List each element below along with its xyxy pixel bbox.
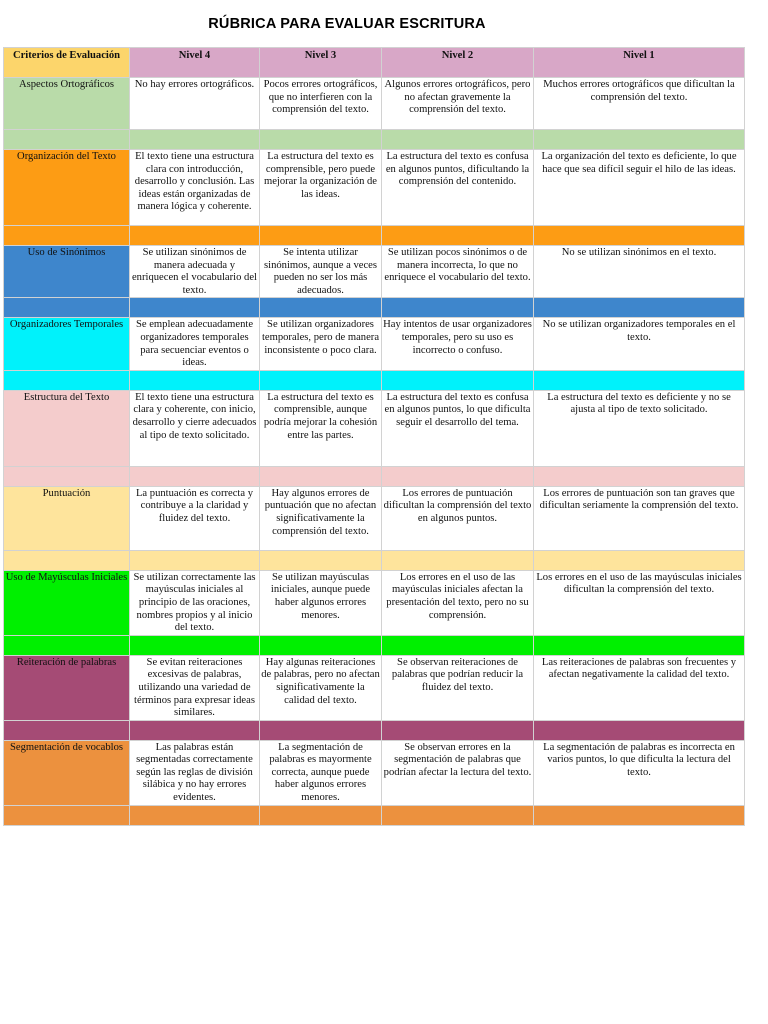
descriptor-cell-nivel1: La organización del texto es deficiente, lo que hace que sea difícil seguir el hilo de las ideas. <box>534 150 745 226</box>
header-nivel-2: Nivel 2 <box>382 48 534 78</box>
color-band-row <box>4 635 745 655</box>
color-band-row <box>4 226 745 246</box>
descriptor-cell-nivel2: La estructura del texto es confusa en algunos puntos, lo que dificulta seguir el desarrollo del tema. <box>382 390 534 466</box>
descriptor-cell-nivel4: Se utilizan sinónimos de manera adecuada y enriquecen el vocabulario del texto. <box>130 246 260 298</box>
color-band-cell <box>382 805 534 825</box>
color-band-cell <box>4 720 130 740</box>
descriptor-cell-nivel2: Los errores en el uso de las mayúsculas iniciales afectan la presentación del texto, pero no su comprensión. <box>382 570 534 635</box>
descriptor-cell-nivel3: Pocos errores ortográficos, que no interfieren con la comprensión del texto. <box>260 78 382 130</box>
color-band-row <box>4 130 745 150</box>
descriptor-cell-nivel4: Se utilizan correctamente las mayúsculas iniciales al principio de las oraciones, nombres propios y al inicio del texto. <box>130 570 260 635</box>
criterio-cell: Puntuación <box>4 486 130 550</box>
color-band-cell <box>382 130 534 150</box>
rubric-row <box>4 486 745 550</box>
criterio-cell: Organizadores Temporales <box>4 318 130 370</box>
descriptor-cell-nivel4: No hay errores ortográficos. <box>130 78 260 130</box>
color-band-cell <box>382 550 534 570</box>
descriptor-cell-nivel3: Hay algunos errores de puntuación que no afectan significativamente la comprensión del texto. <box>260 486 382 550</box>
color-band-row <box>4 466 745 486</box>
color-band-cell <box>4 226 130 246</box>
color-band-cell <box>382 635 534 655</box>
descriptor-cell-nivel4: Se evitan reiteraciones excesivas de palabras, utilizando una variedad de términos para expresar ideas similares. <box>130 655 260 720</box>
criterio-cell: Segmentación de vocablos <box>4 740 130 805</box>
color-band-cell <box>4 370 130 390</box>
rubric-row <box>4 390 745 466</box>
color-band-cell <box>382 720 534 740</box>
rubric-row <box>4 570 745 635</box>
criterio-cell: Uso de Mayúsculas Iniciales <box>4 570 130 635</box>
color-band-cell <box>130 720 260 740</box>
rubric-row <box>4 150 745 226</box>
descriptor-cell-nivel1: La segmentación de palabras es incorrecta en varios puntos, lo que dificulta la lectura del texto. <box>534 740 745 805</box>
descriptor-cell-nivel2: Se observan reiteraciones de palabras que podrían reducir la fluidez del texto. <box>382 655 534 720</box>
color-band-cell <box>130 130 260 150</box>
color-band-cell <box>4 130 130 150</box>
descriptor-cell-nivel3: La estructura del texto es comprensible, pero puede mejorar la organización de las ideas. <box>260 150 382 226</box>
rubric-table <box>3 47 745 826</box>
descriptor-cell-nivel1: Las reiteraciones de palabras son frecuentes y afectan negativamente la calidad del texto. <box>534 655 745 720</box>
color-band-cell <box>534 298 745 318</box>
color-band-cell <box>260 635 382 655</box>
color-band-row <box>4 550 745 570</box>
header-row <box>4 48 745 78</box>
color-band-cell <box>4 550 130 570</box>
color-band-cell <box>260 226 382 246</box>
color-band-cell <box>130 805 260 825</box>
color-band-cell <box>4 635 130 655</box>
descriptor-cell-nivel4: El texto tiene una estructura clara con introducción, desarrollo y conclusión. Las ideas están organizadas de manera lógica y coherente. <box>130 150 260 226</box>
color-band-cell <box>382 466 534 486</box>
rubric-row <box>4 655 745 720</box>
rubric-body <box>4 78 745 826</box>
descriptor-cell-nivel1: Los errores en el uso de las mayúsculas iniciales dificultan la comprensión del texto. <box>534 570 745 635</box>
color-band-cell <box>534 466 745 486</box>
color-band-cell <box>534 720 745 740</box>
color-band-row <box>4 298 745 318</box>
descriptor-cell-nivel1: La estructura del texto es deficiente y no se ajusta al tipo de texto solicitado. <box>534 390 745 466</box>
descriptor-cell-nivel3: Se utilizan organizadores temporales, pero de manera inconsistente o poco clara. <box>260 318 382 370</box>
rubric-row <box>4 246 745 298</box>
header-nivel-1: Nivel 1 <box>534 48 745 78</box>
descriptor-cell-nivel2: Algunos errores ortográficos, pero no afectan gravemente la comprensión del texto. <box>382 78 534 130</box>
descriptor-cell-nivel4: La puntuación es correcta y contribuye a la claridad y fluidez del texto. <box>130 486 260 550</box>
color-band-cell <box>130 226 260 246</box>
descriptor-cell-nivel4: El texto tiene una estructura clara y coherente, con inicio, desarrollo y cierre adecuados al tipo de texto solicitado. <box>130 390 260 466</box>
descriptor-cell-nivel1: No se utilizan organizadores temporales en el texto. <box>534 318 745 370</box>
descriptor-cell-nivel3: Se intenta utilizar sinónimos, aunque a veces pueden no ser los más adecuados. <box>260 246 382 298</box>
color-band-cell <box>4 466 130 486</box>
color-band-cell <box>4 298 130 318</box>
color-band-cell <box>382 370 534 390</box>
color-band-cell <box>130 550 260 570</box>
rubric-row <box>4 740 745 805</box>
criterio-cell: Organización del Texto <box>4 150 130 226</box>
color-band-cell <box>130 466 260 486</box>
rubric-row <box>4 318 745 370</box>
color-band-cell <box>260 130 382 150</box>
color-band-cell <box>130 635 260 655</box>
color-band-cell <box>4 805 130 825</box>
descriptor-cell-nivel3: La estructura del texto es comprensible, aunque podría mejorar la cohesión entre las partes. <box>260 390 382 466</box>
descriptor-cell-nivel1: Los errores de puntuación son tan graves que dificultan seriamente la comprensión del texto. <box>534 486 745 550</box>
descriptor-cell-nivel2: La estructura del texto es confusa en algunos puntos, dificultando la comprensión del contenido. <box>382 150 534 226</box>
color-band-row <box>4 805 745 825</box>
color-band-cell <box>260 298 382 318</box>
descriptor-cell-nivel1: Muchos errores ortográficos que dificultan la comprensión del texto. <box>534 78 745 130</box>
page-title: RÚBRICA PARA EVALUAR ESCRITURA <box>208 16 486 32</box>
color-band-cell <box>534 226 745 246</box>
color-band-cell <box>260 805 382 825</box>
descriptor-cell-nivel2: Se observan errores en la segmentación de palabras que podrían afectar la lectura del texto. <box>382 740 534 805</box>
color-band-cell <box>534 805 745 825</box>
color-band-cell <box>260 370 382 390</box>
descriptor-cell-nivel2: Hay intentos de usar organizadores temporales, pero su uso es incorrecto o confuso. <box>382 318 534 370</box>
descriptor-cell-nivel3: Hay algunas reiteraciones de palabras, pero no afectan significativamente la calidad del texto. <box>260 655 382 720</box>
header-nivel-3: Nivel 3 <box>260 48 382 78</box>
color-band-cell <box>534 370 745 390</box>
rubric-row <box>4 78 745 130</box>
color-band-cell <box>260 720 382 740</box>
color-band-row <box>4 720 745 740</box>
color-band-cell <box>534 130 745 150</box>
descriptor-cell-nivel4: Las palabras están segmentadas correctamente según las reglas de división silábica y no hay errores evidentes. <box>130 740 260 805</box>
criterio-cell: Aspectos Ortográficos <box>4 78 130 130</box>
criterio-cell: Reiteración de palabras <box>4 655 130 720</box>
color-band-cell <box>382 298 534 318</box>
color-band-cell <box>534 550 745 570</box>
descriptor-cell-nivel4: Se emplean adecuadamente organizadores temporales para secuenciar eventos o ideas. <box>130 318 260 370</box>
criterio-cell: Uso de Sinónimos <box>4 246 130 298</box>
descriptor-cell-nivel3: La segmentación de palabras es mayormente correcta, aunque puede haber algunos errores menores. <box>260 740 382 805</box>
descriptor-cell-nivel1: No se utilizan sinónimos en el texto. <box>534 246 745 298</box>
color-band-cell <box>534 635 745 655</box>
color-band-cell <box>130 298 260 318</box>
descriptor-cell-nivel2: Se utilizan pocos sinónimos o de manera incorrecta, lo que no enriquece el vocabulario del texto. <box>382 246 534 298</box>
color-band-cell <box>382 226 534 246</box>
color-band-cell <box>260 466 382 486</box>
header-criterios: Criterios de Evaluación <box>4 48 130 78</box>
descriptor-cell-nivel3: Se utilizan mayúsculas iniciales, aunque puede haber algunos errores menores. <box>260 570 382 635</box>
criterio-cell: Estructura del Texto <box>4 390 130 466</box>
color-band-row <box>4 370 745 390</box>
descriptor-cell-nivel2: Los errores de puntuación dificultan la comprensión del texto en algunos puntos. <box>382 486 534 550</box>
color-band-cell <box>260 550 382 570</box>
color-band-cell <box>130 370 260 390</box>
header-nivel-4: Nivel 4 <box>130 48 260 78</box>
